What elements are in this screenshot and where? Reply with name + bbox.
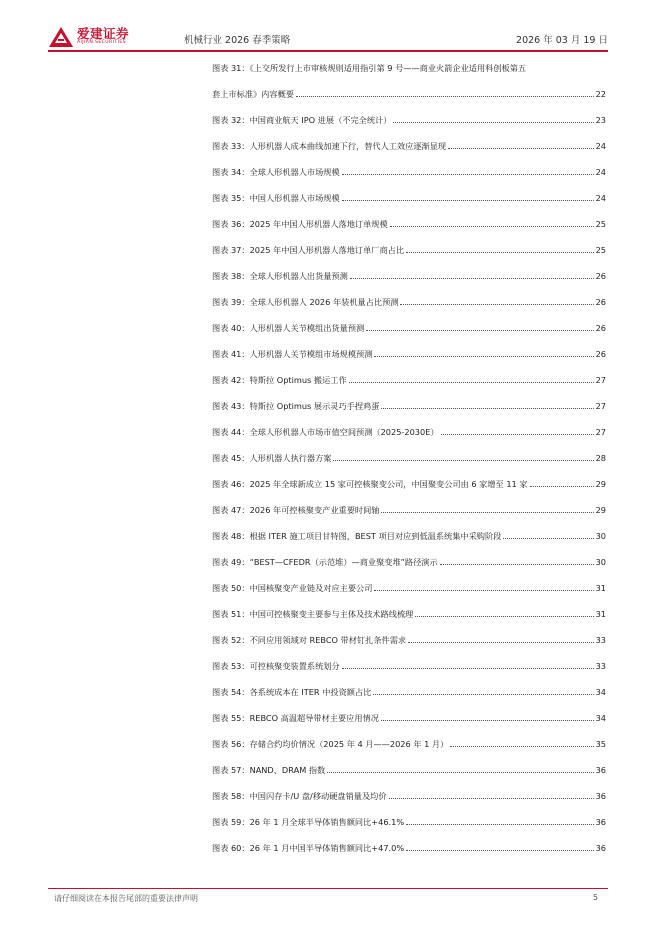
toc-entry-title: 图表 33：人形机器人成本曲线加速下行，替代人工效应逐渐显现: [212, 141, 447, 151]
toc-entry[interactable]: [212, 816, 606, 828]
toc-page-number: 25: [595, 245, 606, 255]
toc-page-number: 25: [595, 219, 606, 229]
toc-page-number: 31: [595, 609, 606, 619]
toc-page-number: 26: [595, 271, 606, 281]
toc-entry-title: 图表 34：全球人形机器人市场规模: [212, 167, 340, 177]
toc-entry-title: 图表 52：不同应用领域对 REBCO 带材钉扎条件需求: [212, 635, 407, 645]
toc-entry-title: 图表 51：中国可控核聚变主要参与主体及技术路线梳理: [212, 609, 414, 619]
toc-leader-dots: [366, 330, 593, 331]
toc-entry-title: 图表 35：中国人形机器人市场规模: [212, 193, 340, 203]
toc-entry[interactable]: [212, 738, 606, 750]
toc-entry-title: 图表 44：全球人形机器人市场市值空间预测（2025-2030E）: [212, 427, 439, 437]
toc-leader-dots: [327, 772, 593, 773]
toc-page-number: 26: [595, 323, 606, 333]
toc-leader-dots: [530, 486, 594, 487]
toc-leader-dots: [389, 798, 594, 799]
toc-entry[interactable]: [212, 686, 606, 698]
toc-page-number: 27: [595, 375, 606, 385]
table-of-figures: [212, 62, 606, 854]
page-header: [48, 26, 608, 48]
toc-page-number: 33: [595, 661, 606, 671]
toc-page-number: 28: [595, 453, 606, 463]
toc-page-number: 23: [595, 115, 606, 125]
toc-leader-dots: [333, 460, 593, 461]
toc-page-number: 27: [595, 427, 606, 437]
toc-page-number: 31: [595, 583, 606, 593]
toc-entry-title: 图表 59：26 年 1 月全球半导体销售额同比+46.1%: [212, 817, 405, 827]
toc-entry[interactable]: [212, 296, 606, 308]
logo-en-text: AIJIAN SECURITIES: [77, 40, 126, 46]
toc-leader-dots: [441, 434, 594, 435]
toc-entry-title: 图表 41：人形机器人关节模组市场规模预测: [212, 349, 373, 359]
toc-entry[interactable]: [212, 400, 606, 412]
toc-entry[interactable]: [212, 322, 606, 334]
toc-page-number: 22: [595, 89, 606, 99]
toc-entry-title: 图表 58：中国闪存卡/U 盘/移动硬盘销量及均价: [212, 791, 387, 801]
toc-leader-dots: [448, 148, 593, 149]
toc-entry[interactable]: [212, 140, 606, 152]
toc-leader-dots: [342, 668, 594, 669]
toc-leader-dots: [406, 824, 593, 825]
toc-entry-title: 图表 57：NAND、DRAM 指数: [212, 765, 326, 775]
toc-entry-title: 图表 42：特斯拉 Optimus 搬运工作: [212, 375, 347, 385]
toc-entry[interactable]: [212, 842, 606, 854]
toc-leader-dots: [408, 642, 593, 643]
logo-cn-text: 爱建证券: [77, 25, 130, 41]
toc-entry-title: 图表 45：人形机器人执行器方案: [212, 453, 332, 463]
toc-entry[interactable]: [212, 62, 606, 100]
toc-page-number: 24: [595, 193, 606, 203]
toc-page-number: 35: [595, 739, 606, 749]
toc-entry-title: 图表 32：中国商业航天 IPO 进展（不完全统计）: [212, 115, 392, 125]
toc-entry-title: 图表 47：2026 年可控核聚变产业重要时间轴: [212, 505, 380, 515]
document-title: 机械行业 2026 春季策略: [184, 35, 291, 46]
toc-page-number: 27: [595, 401, 606, 411]
toc-page-number: 34: [595, 713, 606, 723]
toc-entry[interactable]: [212, 478, 606, 490]
toc-leader-dots: [406, 850, 593, 851]
header-divider: [48, 50, 608, 52]
toc-leader-dots: [373, 694, 593, 695]
toc-page-number: 30: [595, 531, 606, 541]
toc-page-number: 34: [595, 687, 606, 697]
toc-entry-title-continued: 套上市标准》内容概要: [212, 89, 294, 99]
toc-entry[interactable]: [212, 764, 606, 776]
toc-leader-dots: [400, 304, 593, 305]
company-logo: [48, 26, 129, 48]
toc-entry-title: 图表 54：各系统成本在 ITER 中投资额占比: [212, 687, 372, 697]
footer-divider: [48, 888, 608, 889]
toc-page-number: 24: [595, 141, 606, 151]
toc-leader-dots: [393, 122, 593, 123]
toc-page-number: 36: [595, 765, 606, 775]
page-number: 5: [592, 893, 598, 902]
toc-entry-title: 图表 50：中国核聚变产业链及对应主要公司: [212, 583, 373, 593]
toc-page-number: 26: [595, 297, 606, 307]
toc-entry[interactable]: [212, 608, 606, 620]
footer-disclaimer: 请仔细阅读在本报告尾部的重要法律声明: [54, 894, 198, 903]
toc-entry-title: 图表 36：2025 年中国人形机器人落地订单规模: [212, 219, 388, 229]
toc-page-number: 29: [595, 479, 606, 489]
toc-page-number: 29: [595, 505, 606, 515]
toc-entry-title: 图表 55：REBCO 高温超导带材主要应用情况: [212, 713, 379, 723]
toc-page-number: 36: [595, 791, 606, 801]
toc-entry-title: 图表 31：《上交所发行上市审核规则适用指引第 9 号——商业火箭企业适用科创板第五: [212, 63, 527, 73]
toc-entry-title: 图表 40：人形机器人关节模组出货量预测: [212, 323, 365, 333]
toc-entry[interactable]: [212, 270, 606, 282]
toc-leader-dots: [296, 96, 594, 97]
toc-entry[interactable]: [212, 374, 606, 386]
logo-mark-icon: [48, 26, 74, 48]
toc-page-number: 33: [595, 635, 606, 645]
toc-entry-title: 图表 43：特斯拉 Optimus 展示灵巧手捏鸡蛋: [212, 401, 380, 411]
toc-page-number: 30: [595, 557, 606, 567]
toc-entry-title: 图表 38：全球人形机器人出货量预测: [212, 271, 348, 281]
toc-leader-dots: [440, 564, 594, 565]
toc-page-number: 24: [595, 167, 606, 177]
toc-entry[interactable]: [212, 244, 606, 256]
toc-leader-dots: [415, 616, 593, 617]
toc-entry[interactable]: [212, 348, 606, 360]
toc-leader-dots: [374, 356, 593, 357]
toc-page-number: 36: [595, 843, 606, 853]
toc-entry-title: 图表 46：2025 年全球新成立 15 家可控核聚变公司，中国聚变公司由 6 家增至 11 家: [212, 479, 528, 489]
toc-leader-dots: [342, 174, 594, 175]
toc-entry-title: 图表 39：全球人形机器人 2026 年装机量占比预测: [212, 297, 399, 307]
toc-entry-title: 图表 37：2025 年中国人形机器人落地订单厂商占比: [212, 245, 405, 255]
toc-entry-title: 图表 53：可控核聚变装置系统划分: [212, 661, 340, 671]
toc-entry[interactable]: [212, 218, 606, 230]
toc-entry[interactable]: [212, 504, 606, 516]
toc-leader-dots: [374, 590, 593, 591]
toc-entry-title: 图表 49：“BEST—CFEDR（示范堆）—商业聚变堆”路径演示: [212, 557, 438, 567]
toc-entry[interactable]: [212, 712, 606, 724]
toc-leader-dots: [390, 226, 594, 227]
toc-leader-dots: [406, 252, 594, 253]
toc-entry[interactable]: [212, 530, 606, 542]
toc-entry[interactable]: [212, 556, 606, 568]
toc-page-number: 26: [595, 349, 606, 359]
toc-leader-dots: [381, 408, 593, 409]
document-date: 2026 年 03 月 19 日: [516, 35, 608, 46]
toc-entry-title: 图表 48：根据 ITER 施工项目甘特图，BEST 项目对应到低温系统集中采购阶段: [212, 531, 502, 541]
toc-leader-dots: [381, 512, 593, 513]
toc-entry[interactable]: [212, 192, 606, 204]
toc-leader-dots: [381, 720, 594, 721]
toc-page-number: 36: [595, 817, 606, 827]
toc-entry[interactable]: [212, 790, 606, 802]
toc-entry-title: 图表 56：存储合约均价情况（2025 年 4 月——2026 年 1 月）: [212, 739, 449, 749]
toc-entry[interactable]: [212, 114, 606, 126]
toc-entry-title: 图表 60：26 年 1 月中国半导体销售额同比+47.0%: [212, 843, 405, 853]
toc-entry[interactable]: [212, 166, 606, 178]
toc-leader-dots: [350, 278, 594, 279]
toc-leader-dots: [503, 538, 593, 539]
toc-leader-dots: [342, 200, 594, 201]
toc-leader-dots: [349, 382, 594, 383]
toc-entry[interactable]: [212, 634, 606, 646]
toc-entry[interactable]: [212, 582, 606, 594]
toc-leader-dots: [450, 746, 593, 747]
toc-entry[interactable]: [212, 426, 606, 438]
toc-entry[interactable]: [212, 452, 606, 464]
toc-entry[interactable]: [212, 660, 606, 672]
